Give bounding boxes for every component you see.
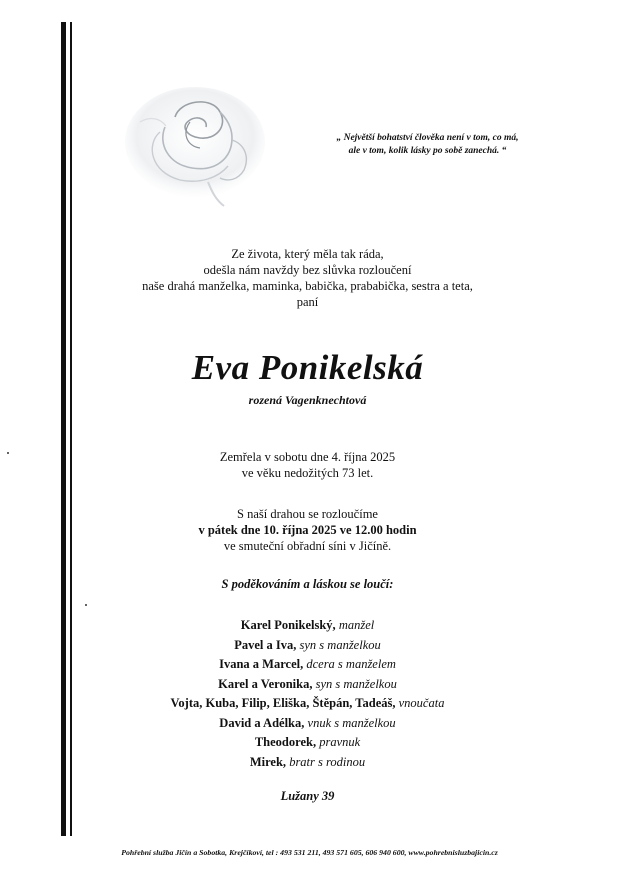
- footer-funeral-service: Pohřební služba Jičín a Sobotka, Krejčíkoví, tel : 493 531 211, 493 571 605, 606 940 600, www.pohrebnisluzbajicin.cz: [121, 848, 498, 857]
- mourner-relation: vnuk s manželkou: [307, 715, 396, 730]
- intro-line: Ze života, který měla tak ráda,: [231, 247, 384, 261]
- mourner-row: [70, 636, 545, 656]
- mourner-names: Mirek,: [249, 754, 287, 769]
- rose-image: [120, 82, 270, 212]
- death-line: Zemřela v sobotu dne 4. října 2025: [219, 450, 396, 464]
- maiden-name: rozená Vagenknechtová: [248, 393, 367, 407]
- motto-line: ale v tom, kolik lásky po sobě zanechá. “: [348, 146, 507, 156]
- mourner-names: Theodorek,: [254, 735, 317, 749]
- mourner-row: [70, 753, 545, 773]
- mourner-row: [70, 694, 545, 714]
- motto: [300, 132, 555, 158]
- deceased-name: Eva Ponikelská: [191, 348, 424, 387]
- intro-line: paní: [296, 295, 319, 309]
- funeral-datetime: v pátek dne 10. října 2025 ve 12.00 hodin: [198, 523, 417, 537]
- mourner-row: [70, 675, 545, 695]
- mourner-row: [70, 714, 545, 734]
- mourner-relation: syn s manželkou: [315, 676, 397, 691]
- funeral-line: S naší drahou se rozloučíme: [237, 507, 378, 521]
- mourner-relation: vnoučata: [398, 696, 445, 710]
- mourner-names: Ivana a Marcel,: [219, 657, 304, 671]
- mourners-list: [70, 616, 545, 772]
- mourner-relation: syn s manželkou: [299, 637, 381, 652]
- mourner-names: Vojta, Kuba, Filip, Eliška, Štěpán, Tadeáš,: [170, 696, 396, 710]
- death-line: ve věku nedožitých 73 let.: [241, 466, 374, 480]
- intro-text: [70, 246, 545, 310]
- mourner-row: [70, 655, 545, 675]
- mourner-names: Karel a Veronika,: [218, 676, 313, 691]
- thanks-heading: S poděkováním a láskou se loučí:: [221, 577, 394, 591]
- motto-line: „ Největší bohatství člověka není v tom, co má,: [336, 133, 519, 143]
- mourner-relation: pravnuk: [319, 735, 361, 749]
- mourner-row: [70, 616, 545, 636]
- mourner-relation: bratr s rodinou: [289, 754, 366, 769]
- left-border-thick: [61, 22, 66, 836]
- funeral-location: ve smuteční obřadní síni v Jičíně.: [223, 539, 392, 553]
- mourner-names: David a Adélka,: [219, 715, 305, 730]
- mourner-row: [70, 733, 545, 753]
- death-info: [70, 449, 545, 481]
- mourner-names: Pavel a Iva,: [234, 637, 297, 652]
- mourner-relation: dcera s manželem: [306, 657, 396, 671]
- mourner-relation: manžel: [338, 618, 375, 632]
- intro-line: odešla nám navždy bez slůvka rozloučení: [203, 263, 412, 277]
- scan-speck: [85, 604, 87, 606]
- family-address: Lužany 39: [280, 789, 335, 803]
- mourner-names: Karel Ponikelský,: [240, 618, 336, 632]
- scan-speck: [7, 452, 9, 454]
- intro-line: naše drahá manželka, maminka, babička, prababička, sestra a teta,: [142, 279, 473, 293]
- funeral-info: [70, 506, 545, 554]
